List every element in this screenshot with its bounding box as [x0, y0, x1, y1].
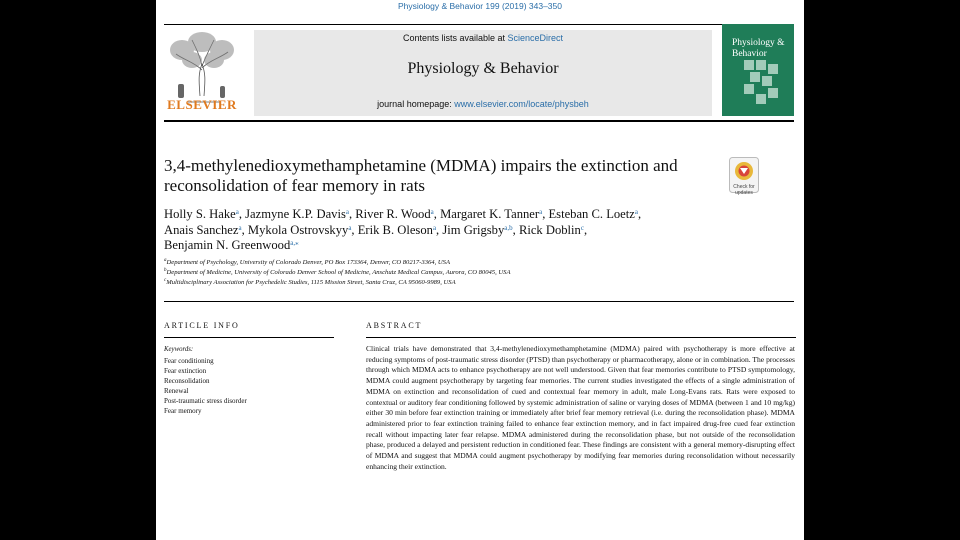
- cover-tile: [756, 60, 766, 70]
- author: River R. Wood$^a$,: [355, 207, 441, 221]
- journal-cover[interactable]: [722, 24, 794, 116]
- header-bottom-rule: [164, 120, 794, 122]
- affiliations: [164, 258, 784, 288]
- journal-banner: [254, 30, 712, 116]
- keyword[interactable]: Fear conditioning: [164, 357, 214, 365]
- author: Mykola Ostrovskyy$^a$,: [247, 222, 358, 237]
- cover-title: Physiology & Behavior: [732, 38, 785, 59]
- author: Margaret K. Tanner$^a$,: [440, 207, 549, 221]
- author: Jim Grigsby$^{a,b}$,: [442, 222, 519, 237]
- abstract-rule: [366, 337, 796, 338]
- article-title: 3,4-methylenedioxymethamphetamine (MDMA) impairs the extinction and reconsolidation of fear memory in rats: [164, 156, 678, 195]
- keyword-list: [164, 356, 334, 417]
- author: Benjamin N. Greenwood$^{a,⁎}$: [164, 238, 299, 253]
- author: Esteban C. Loetz$^a$,: [548, 207, 642, 221]
- author: Holly S. Hake$^a$,: [164, 207, 246, 221]
- check-for-updates-label: Check for updates: [733, 184, 755, 196]
- keyword[interactable]: Fear extinction: [164, 367, 207, 376]
- cover-tile: [768, 88, 778, 98]
- section-rule: [164, 301, 794, 302]
- article-info-heading: ARTICLE INFO: [164, 321, 240, 330]
- journal-name: Physiology & Behavior: [407, 60, 559, 77]
- article-info-rule: [164, 337, 334, 338]
- cover-tile: [762, 76, 772, 86]
- header-top-rule: [164, 24, 794, 25]
- cover-tile: [756, 94, 766, 104]
- affiliation: $^b$Department of Medicine, University of Colorado Denver School of Medicine, Anschutz Medical Campus, Aurora, CO 80045, USA: [164, 268, 511, 276]
- keyword[interactable]: Renewal: [164, 387, 189, 396]
- cover-tile: [744, 60, 754, 70]
- author: Jazmyne K.P. Davis$^a$,: [245, 207, 356, 221]
- keywords-label: Keywords:: [164, 346, 194, 353]
- author: Anais Sanchez$^a$,: [164, 222, 248, 237]
- contents-prefix: Contents lists available at: [402, 33, 508, 43]
- author: Rick Doblin$^c$,: [518, 222, 588, 237]
- keyword[interactable]: Post-traumatic stress disorder: [164, 397, 247, 406]
- abstract-heading: ABSTRACT: [366, 321, 423, 330]
- homepage-prefix: journal homepage:: [377, 99, 455, 109]
- cover-tile: [750, 72, 760, 82]
- author-list: [164, 207, 764, 254]
- elsevier-wordmark: ELSEVIER: [167, 97, 237, 112]
- keyword[interactable]: Fear memory: [164, 407, 202, 416]
- homepage-line: [254, 99, 712, 109]
- sciencedirect-link[interactable]: ScienceDirect: [507, 33, 564, 43]
- affiliation: $^a$Department of Psychology, University of Colorado Denver, PO Box 173364, Denver, CO 80217-3364, USA: [164, 258, 450, 266]
- keyword[interactable]: Reconsolidation: [164, 377, 210, 386]
- article-page: [156, 0, 804, 540]
- cover-tile: [768, 64, 778, 74]
- abstract-text: Clinical trials have demonstrated that 3,4-methylenedioxymethamphetamine (MDMA) paired with psychotherapy is more effective at reducing symptoms of post-traumatic stress disorder (PTSD) than psychotherapy or pharmacotherapy, alone or in combination. The processes through which MDMA acts to enhance psychotherapy are not well understood. Given that fear memories contribute to PTSD symptomology, MDMA could augment psychotherapy by targeting fear memories. The current studies investigated the effects of a single administration of MDMA on extinction and reconsolidation of cued and contextual fear memory in adult, male Long-Evans rats. Rats were exposed to contextual or auditory fear conditioning followed by systemic administration of saline or varying doses of MDMA (between 1 and 10 mg/kg) either 30 min before fear extinction training or immediately after brief fear memory retrieval (i.e. during the reconsolidation phase). MDMA administered prior to fear extinction training failed to enhance fear extinction memory, and in fact impaired drug-free cued fear extinction recall without impacting later fear relapse. MDMA administered during the reconsolidation phase, but not outside of the reconsolidation phase, produced a delayed and persistent reduction in conditioned fear. These findings are consistent with a general memory-disrupting effect of MDMA and suggest that MDMA could augment psychotherapy by modifying fear memories during reconsolidation without necessarily enhancing their extinction.: [366, 344, 795, 471]
- journal-citation[interactable]: Physiology & Behavior 199 (2019) 343–350: [398, 1, 562, 11]
- homepage-link[interactable]: www.elsevier.com/locate/physbeh: [454, 99, 589, 109]
- cover-tile: [744, 84, 754, 94]
- contents-line: [254, 33, 712, 43]
- author: Erik B. Oleson$^a$,: [357, 222, 443, 237]
- affiliation: $^c$Multidisciplinary Association for Psychedelic Studies, 1115 Mission Street, Santa Cruz, CA 95060-9989, USA: [164, 278, 456, 286]
